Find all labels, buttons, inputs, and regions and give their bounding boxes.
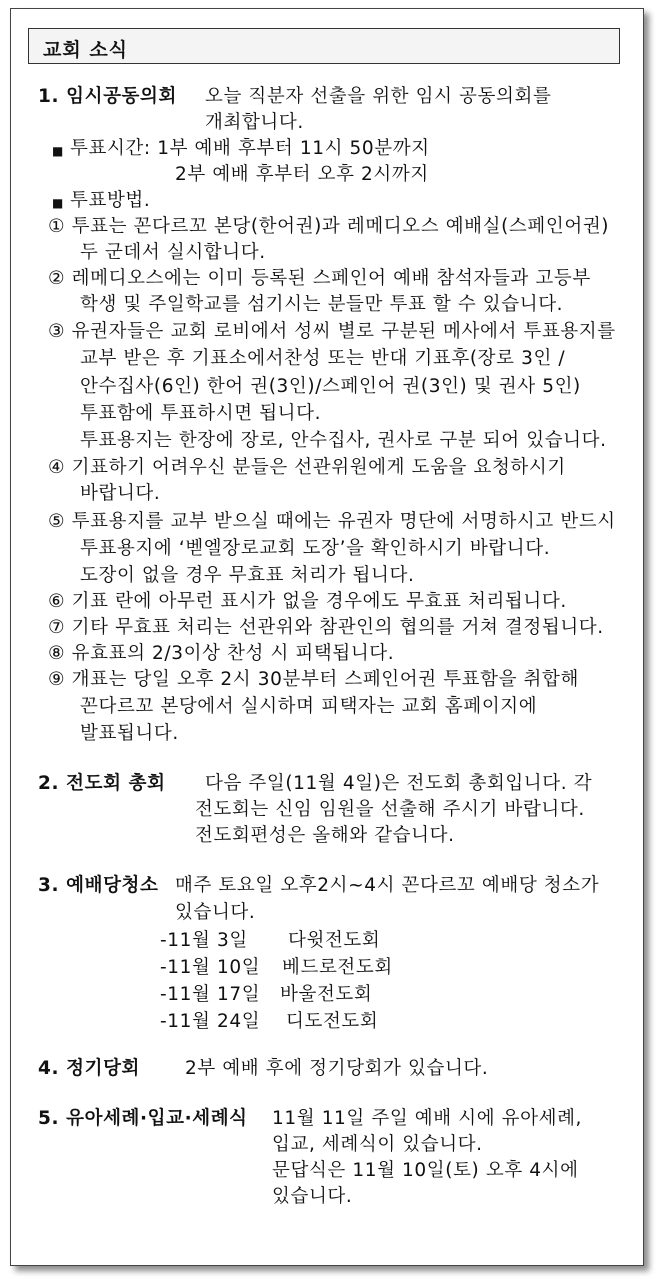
method-item-3-line-5: 투표용지는 한장에 장로, 안수집사, 권사로 구분 되어 있습니다. [80, 430, 607, 451]
method-item-7: ⑦ 기타 무효표 처리는 선관위와 참관인의 협의를 거쳐 결정됩니다. [48, 617, 604, 638]
cleaning-group: 베드로전도회 [282, 957, 393, 978]
section-5-line-1: 11월 11일 주일 예배 시에 유아세례, [272, 1108, 583, 1129]
method-item-4-line-1: ④ 기표하기 어려우신 분들은 선관위원에게 도움을 요청하시기 [48, 457, 566, 478]
section-1-intro-line-2: 개최합니다. [205, 112, 304, 133]
section-5-heading: 5. 유아세례·입교·세례식 [38, 1108, 248, 1129]
section-2-line-3: 전도회편성은 올해와 같습니다. [195, 825, 455, 846]
page-title: 교회 소식 [43, 39, 129, 61]
method-item-3-line-4: 투표함에 투표하시면 됩니다. [80, 403, 322, 424]
section-5-line-3: 문답식은 11월 10일(토) 오후 4시에 [272, 1160, 579, 1181]
method-item-8: ⑧ 유효표의 2/3이상 찬성 시 피택됩니다. [48, 643, 395, 664]
vote-time-line-2: 2부 예배 후부터 오후 2시까지 [175, 164, 429, 185]
method-item-1-line-1: ① 투표는 꼰다르꼬 본당(한어권)과 레메디오스 예배실(스페인어권) [48, 216, 610, 237]
section-1-heading: 1. 임시공동의회 [38, 86, 177, 107]
section-1-intro-line-1: 오늘 직분자 선출을 위한 임시 공동의회를 [205, 86, 552, 107]
method-item-3-line-2: 교부 받은 후 기표소에서찬성 또는 반대 기표후(장로 3인 / [80, 348, 566, 369]
method-item-4-line-2: 바랍니다. [80, 483, 161, 504]
cleaning-date: -11월 10일 [160, 957, 261, 978]
cleaning-group: 바울전도회 [280, 984, 373, 1005]
cleaning-group: 다윗전도회 [288, 930, 381, 951]
cleaning-date: -11월 24일 [160, 1011, 261, 1032]
method-item-2-line-1: ② 레메디오스에는 이미 등록된 스페인어 예배 참석자들과 고등부 [48, 268, 591, 289]
method-item-3-line-1: ③ 유권자들은 교회 로비에서 성씨 별로 구분된 메사에서 투표용지를 [48, 321, 616, 342]
method-item-1-line-2: 두 군데서 실시합니다. [80, 242, 266, 263]
section-2-line-1: 다음 주일(11월 4일)은 전도회 총회입니다. 각 [205, 773, 593, 794]
section-3-line-2: 있습니다. [175, 902, 256, 923]
section-2-line-2: 전도회는 신임 임원을 선출해 주시기 바랍니다. [195, 799, 585, 820]
section-2-heading: 2. 전도회 총회 [38, 773, 166, 794]
section-4-heading: 4. 정기당회 [38, 1058, 141, 1079]
section-3-heading: 3. 예배당청소 [38, 875, 159, 896]
section-3-line-1: 매주 토요일 오후2시~4시 꼰다르꼬 예배당 청소가 [175, 875, 600, 896]
section-5-line-4: 있습니다. [272, 1186, 353, 1207]
section-5-line-2: 입교, 세례식이 있습니다. [272, 1134, 483, 1155]
method-item-9-line-3: 발표됩니다. [80, 723, 179, 744]
section-4-line-1: 2부 예배 후에 정기당회가 있습니다. [185, 1058, 489, 1079]
bullet-icon: ■ [52, 144, 64, 158]
method-item-9-line-1: ⑨ 개표는 당일 오후 2시 30분부터 스페인어권 투표함을 취합해 [48, 669, 579, 690]
method-item-2-line-2: 학생 및 주일학교를 섬기시는 분들만 투표 할 수 있습니다. [80, 294, 564, 315]
page-header [28, 28, 620, 64]
cleaning-group: 디도전도회 [286, 1011, 379, 1032]
cleaning-date: -11월 17일 [160, 984, 261, 1005]
method-item-9-line-2: 꼰다르꼬 본당에서 실시하며 피택자는 교회 홈페이지에 [80, 696, 538, 717]
bullet-icon: ■ [52, 196, 64, 210]
vote-method-label: 투표방법. [70, 190, 151, 211]
method-item-5-line-3: 도장이 없을 경우 무효표 처리가 됩니다. [80, 565, 415, 586]
method-item-6: ⑥ 기표 란에 아무런 표시가 없을 경우에도 무효표 처리됩니다. [48, 591, 567, 612]
cleaning-date: -11월 3일 [160, 930, 248, 951]
method-item-5-line-2: 투표용지에 ‘벧엘장로교회 도장’을 확인하시기 바랍니다. [80, 538, 551, 559]
method-item-3-line-3: 안수집사(6인) 한어 권(3인)/스페인어 권(3인) 및 권사 5인) [80, 376, 581, 397]
vote-time-line-1: 투표시간: 1부 예배 후부터 11시 50분까지 [70, 138, 430, 159]
method-item-5-line-1: ⑤ 투표용지를 교부 받으실 때에는 유권자 명단에 서명하시고 반드시 [48, 511, 616, 532]
